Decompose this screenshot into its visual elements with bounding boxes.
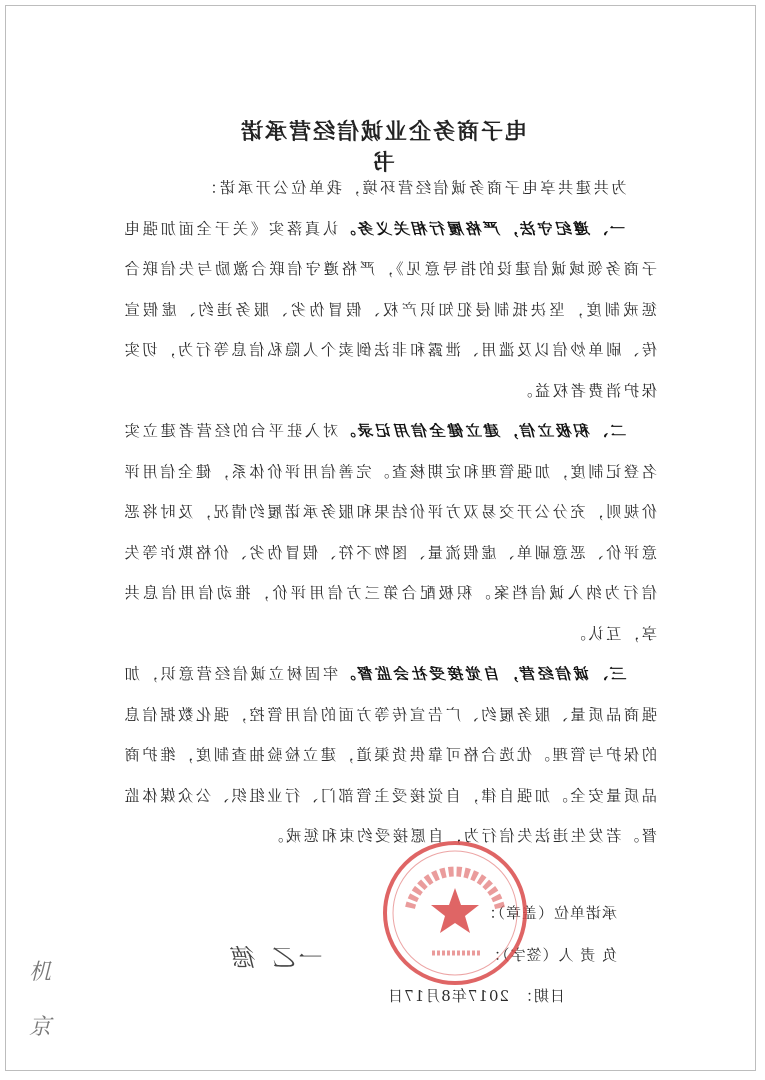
section-text-2: 对入驻平台的经营者建立实名登记制度，加强管理和定期核查。完善信用评价体系，健全信用评价规则，充分公开交易双方评价结果和服务承诺履约情况，及时将恶意评价、恶意刷单、虚假流量、图物不符、假冒伪劣、价格欺诈等失信行为纳入诚信档案。积极配合第三方信用评价，推动信用信息共享，互认。	[122, 422, 657, 643]
date-value: 2017年8月17日	[387, 987, 509, 1005]
section-heading-1: 一、遵纪守法，严格履行相关义务。	[338, 219, 627, 238]
committing-unit-label: 承诺单位（盖章）：	[480, 904, 617, 922]
margin-handwriting-1: 机	[28, 960, 51, 985]
official-seal-stamp	[380, 838, 530, 988]
responsible-person-label: 负 责 人（签字）：	[484, 946, 617, 964]
intro-paragraph: 为共建共享电子商务诚信经营环境，我单位公开承诺：	[199, 179, 627, 197]
section-paragraph-2	[122, 411, 657, 654]
section-heading-2: 二、积极立信，建立健全信用记录。	[338, 422, 627, 440]
section-text-3: 牢固树立诚信经营意识，加强商品质量、服务履约、广告宣传等方面的信用管控，强化数据信息的保护与管理。优选合格可靠供货渠道，建立检验抽查制度，维护商品质量安全。加强自律，自觉接受主管部门、行业组织、公众媒体监督。若发生违法失信行为，自愿接受约束和惩戒。	[122, 665, 657, 845]
margin-handwriting-2: 京	[28, 1015, 51, 1040]
handwritten-signature: 一乙 德	[229, 944, 325, 972]
document-body	[122, 168, 657, 857]
section-heading-3: 三、诚信经营，自觉接受社会监督。	[338, 665, 627, 683]
section-text-1: 认真落实《关于全面加强电子商务领域诚信建设的指导意见》，严格遵守信联合激励与失信联合惩戒制度，坚决抵制侵犯知识产权、假冒伪劣、服务违约、虚假宣传、刷单炒信以及滥用、泄露和非法倒卖个人隐私信息等行为，切实保护消费者权益。	[122, 219, 657, 400]
section-paragraph-1	[122, 209, 657, 412]
document-title: 电子商务企业诚信经营承诺书	[239, 119, 528, 176]
section-paragraph-3	[122, 654, 657, 857]
date-line	[387, 985, 565, 1006]
date-label: 日期：	[516, 987, 565, 1005]
